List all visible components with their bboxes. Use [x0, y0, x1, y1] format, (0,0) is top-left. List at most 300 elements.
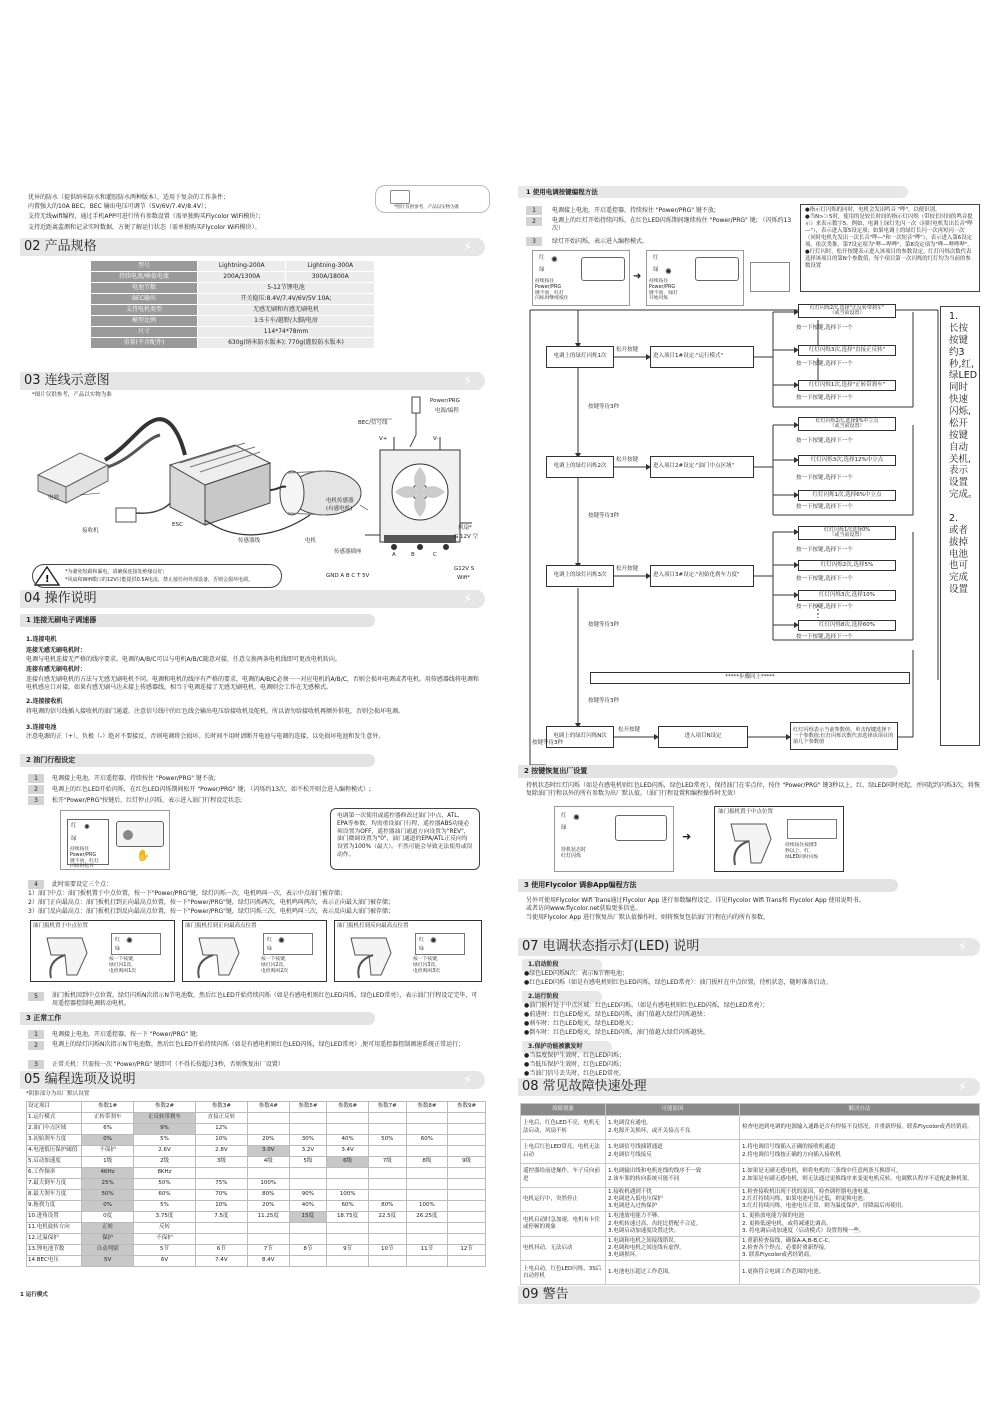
- setting-value: 80%: [368, 1201, 406, 1212]
- setting-value: [195, 1168, 247, 1179]
- setting-value: 60%: [327, 1201, 368, 1212]
- setting-value: [448, 1212, 486, 1223]
- setting-name: 13.锂电池节数: [27, 1245, 82, 1256]
- programming-title: 1 使用电调按键编程方法: [526, 188, 598, 196]
- wiring-note: *图片仅供参考，产品以实物为准: [32, 392, 112, 398]
- motor-sensor-label: 电机传感器: [326, 498, 354, 504]
- setting-value: 反转: [134, 1223, 196, 1234]
- setting-value: [406, 1190, 447, 1201]
- setting-value: [448, 1234, 486, 1245]
- subsection-app-title: 3 使用Flycolor 调参App编程方法: [524, 881, 637, 889]
- throttle-note-box: 电调第一次使用或遥控器修改过油门中点、ATL、EPA等参数，均需重设油门行程，遥控器ABS功能必须设置为OFF，遥控器油门通道方向设置为"REV"，油门微调设置为"0"，油门通道的EPA/ATL正反向均设置为100%（最大）。不然可能会导致无法使用或误动作。: [330, 808, 480, 870]
- esc-label: ESC: [172, 522, 183, 528]
- spec-head: BEC输出: [91, 294, 198, 305]
- setting-value: 15度: [289, 1212, 327, 1223]
- column-header: 故障现象: [521, 1104, 606, 1116]
- blink-icon: ✺: [573, 813, 580, 822]
- warning-box: [32, 564, 282, 588]
- green-led-label: 绿: [71, 836, 77, 842]
- wait-3s-label: 按键等待3秒: [532, 740, 563, 746]
- protection-label: 3.保护功能被激发时: [522, 1041, 612, 1053]
- prot-line-3: ●当油门信号丢失时，红色LED常亮。: [524, 1070, 625, 1077]
- solution-cell: 1.检查接收机出现干扰的原因，检查调控器电池电量。 2.红灯持续闪烁，如果电池电压过低，则更换电池。 3.红灯持续闪烁，电池电压正常，则为温度保护，待降温后再使用。: [740, 1188, 980, 1212]
- v-plus-label: V+: [379, 436, 388, 442]
- wait-3s-label: 按键等待3秒: [588, 622, 619, 628]
- throttle-device-illustration: [60, 810, 170, 870]
- hand-icon: ✋: [136, 849, 150, 862]
- setting-value: 4级: [248, 1157, 289, 1168]
- receiver-label: 接收机: [82, 528, 99, 534]
- press-next-label: 按一下按键,选择下一个: [796, 634, 853, 640]
- blink-icon: ✺: [551, 255, 558, 264]
- setting-value: 26.25度: [406, 1212, 447, 1223]
- product-photo-frame: [375, 185, 490, 213]
- spec-head: 尺寸: [91, 327, 198, 338]
- press-next-label: 按一下按键,选择下一个: [796, 361, 853, 367]
- setting-name: 5.启动加速度: [27, 1157, 82, 1168]
- setting-value: [327, 1234, 368, 1245]
- troubleshoot-table: [520, 1103, 980, 1285]
- red-led-label: 红: [115, 937, 121, 943]
- section-09-header: [518, 1286, 980, 1304]
- throttle-step-2: 电调上的红色LED开始闪烁，在红色LED闪烁期间松开 "Power/PRG" 键; （闪烁约13次，如不松开则会进入编程模式）;: [52, 786, 372, 793]
- esc-mini: [111, 933, 161, 955]
- setting-value: 6节: [195, 1245, 247, 1256]
- setting-value: [406, 1223, 447, 1234]
- sensored-heading: 连接有感无刷电机时：: [26, 666, 87, 673]
- table-row: [521, 1140, 980, 1164]
- red-led-label: 红: [539, 255, 545, 261]
- flow-option: 红灯闪烁2次,选择9%中立点 （或当前设置）: [798, 417, 896, 431]
- sensorless-heading: 连接无感无刷电机时：: [26, 647, 87, 654]
- esc-image: [750, 262, 790, 292]
- table-row: [91, 294, 375, 305]
- setting-value: 80%: [248, 1190, 289, 1201]
- setting-value: 50%: [134, 1179, 196, 1190]
- setting-value: 50%: [82, 1190, 134, 1201]
- setting-value: [289, 1223, 327, 1234]
- stick-box-title: 油门扳机置于中点位置: [33, 923, 89, 929]
- table-row: [521, 1188, 980, 1212]
- table-row: [27, 1201, 486, 1212]
- subsection-normal-title: 3 正常工作: [26, 1014, 62, 1022]
- flash-icon: ⚡: [958, 1080, 968, 1095]
- setting-value: [406, 1168, 447, 1179]
- flow-option: 红灯闪烁2次,选择5%: [798, 560, 896, 571]
- setting-value: 自动判别: [82, 1245, 134, 1256]
- esc-body: [581, 257, 625, 281]
- finish-instructions: 1. 长按 按键 约3 秒,红, 绿LED 同时 快速 闪烁, 松开 按键 自动 关机, 表示 设置 完成。 2. 或者 拔掉 电池 也可 完成 设置: [940, 306, 980, 746]
- setting-value: 0%: [82, 1201, 134, 1212]
- setting-value: 3.2V: [289, 1146, 327, 1157]
- setting-value: [448, 1168, 486, 1179]
- step-number: 2: [526, 217, 542, 226]
- bec-wire-label: BEC/信号线: [358, 420, 388, 426]
- setting-value: 不保护: [134, 1234, 196, 1245]
- setting-value: 20%: [248, 1135, 289, 1146]
- table-row: [91, 272, 375, 283]
- setting-value: [448, 1113, 486, 1124]
- section-05-title: 05 编程选项及说明: [24, 1072, 136, 1087]
- setting-value: [406, 1179, 447, 1190]
- symptom-cell: 上电后红色LED常亮，电机无法启动: [521, 1140, 606, 1164]
- symptom-cell: 电机启动时急加速，电机有卡住或停顿的现象: [521, 1212, 606, 1236]
- setting-value: [448, 1190, 486, 1201]
- setting-value: 2.6V: [134, 1146, 196, 1157]
- throttle-point-1: 1）油门中点：油门扳机置于中点位置，按一下"Power/PRG"键，绿灯闪烁一次，电机鸣叫一次，表示中点油门被存储；: [28, 890, 346, 897]
- spec-cell: 开关稳压:8.4V/7.4V/6V/5V 10A;: [198, 294, 375, 305]
- table-row: [521, 1261, 980, 1285]
- spec-cell: 5-12节锂电池: [198, 283, 375, 294]
- subsection-reset-header: [518, 765, 898, 778]
- setting-value: 25%: [82, 1179, 134, 1190]
- setting-value: [289, 1113, 327, 1124]
- setting-value: 3级: [195, 1157, 247, 1168]
- setting-name: 2.油门中点区域: [27, 1124, 82, 1135]
- setting-value: 9级: [448, 1157, 486, 1168]
- table-row: [27, 1223, 486, 1234]
- section-03-header: [20, 372, 485, 390]
- setting-value: 8KHz: [134, 1168, 196, 1179]
- solution-cell: 1.更换符合电调工作范围的电池。: [740, 1261, 980, 1285]
- section-04-header: [20, 590, 485, 608]
- esc-body: [695, 257, 739, 281]
- transmitter-icon: [721, 819, 781, 869]
- section-09-title: 09 警告: [522, 1287, 569, 1302]
- setting-name: 7.最大倒车力度: [27, 1179, 82, 1190]
- column-header: 参数2#: [134, 1102, 196, 1113]
- column-header: 参数4#: [248, 1102, 289, 1113]
- connect-bat-text: 注意电源的正（+），负极（-）绝对不要接反，否则电调将会损坏。长时间不用时请断开电池与电调的连接，以免损坏电池和发生意外。: [26, 733, 385, 740]
- setting-value: [368, 1146, 406, 1157]
- spec-cell: Lightning-200A: [198, 261, 286, 272]
- setting-value: 5%: [134, 1201, 196, 1212]
- section-07-header: [518, 938, 980, 956]
- setting-value: 7节: [248, 1245, 289, 1256]
- table-header-row: [521, 1104, 980, 1116]
- setting-value: 7.5度: [195, 1212, 247, 1223]
- esc-mini: [263, 933, 313, 955]
- setting-value: [195, 1223, 247, 1234]
- table-row: [27, 1168, 486, 1179]
- section-04-title: 04 操作说明: [24, 591, 97, 606]
- column-header: 参数3#: [195, 1102, 247, 1113]
- table-row: [27, 1135, 486, 1146]
- section-08-title: 08 常见故障快速处理: [522, 1079, 647, 1094]
- setting-value: [327, 1179, 368, 1190]
- flow-repeat: *****步骤同上*****: [590, 672, 910, 684]
- sensor-port-label: 传感器插座: [334, 549, 362, 555]
- motor-sensor-sub-label: (有感电机): [326, 506, 353, 512]
- press-next-label: 按一下按键,选择下一个: [796, 438, 853, 444]
- symptom-cell: 上电启动，红色LED闪烁，3S后自动停机: [521, 1261, 606, 1285]
- release-label: 松开按键: [616, 347, 639, 353]
- step-number: 5: [28, 992, 44, 1001]
- connect-motor-heading: 1.连接电机: [26, 636, 57, 643]
- setting-value: 直接正反转: [195, 1113, 247, 1124]
- red-led-label: 红: [561, 813, 567, 819]
- spec-cell: 1:5卡车/越野/大脚/电房: [198, 316, 375, 327]
- spec-head: 型号: [91, 261, 198, 272]
- setting-value: 0%: [82, 1135, 134, 1146]
- wait-3s-label: 按键等待3秒: [588, 513, 619, 519]
- red-led-label: 红: [267, 937, 273, 943]
- setting-name: 11.电机旋转方向: [27, 1223, 82, 1234]
- step-number: 2: [28, 1041, 44, 1050]
- connect-rx-text: 将电调的信号线插入接收机的油门通道。注意信号线中的红色线会输出电压给接收机及舵机，所以请勿给接收机再额外供电，否则会损坏电调。: [26, 708, 405, 715]
- pin-b-label: B: [411, 552, 415, 558]
- subsection-app-header: [518, 879, 898, 892]
- press-next-label: 按一下按键,选择下一个: [796, 475, 853, 481]
- setting-value: [448, 1256, 486, 1267]
- table-row: [27, 1124, 486, 1135]
- blink-icon: ✺: [665, 267, 672, 276]
- setting-value: [327, 1168, 368, 1179]
- step-number: 4: [28, 880, 44, 889]
- setting-value: 2级: [134, 1157, 196, 1168]
- setting-value: [248, 1113, 289, 1124]
- setting-value: 0度: [82, 1212, 134, 1223]
- setting-value: [289, 1234, 327, 1245]
- release-label: 松开按键: [616, 566, 639, 572]
- subsection-connect-title: 1 连接无刷电子调速器: [26, 616, 97, 624]
- power-button-icon: [123, 830, 133, 840]
- motor-label: 电机: [305, 538, 317, 544]
- prog-device-1: [532, 250, 630, 306]
- setting-value: 3.4V: [327, 1146, 368, 1157]
- setting-value: 9节: [327, 1245, 368, 1256]
- setting-value: [248, 1168, 289, 1179]
- setting-name: 12.过温保护: [27, 1234, 82, 1245]
- throttle-point-2: 2）油门正向最高点：油门扳机打到正向最高点位置，按一下"Power/PRG"键，绿灯闪烁两次，电机鸣叫两次，表示正向最大油门被存储；: [28, 899, 394, 906]
- setting-value: 不保护: [82, 1146, 134, 1157]
- setting-value: [327, 1256, 368, 1267]
- setting-value: 100%: [406, 1201, 447, 1212]
- intro-bullet-2: 内置强大的10A BEC，BEC 输出电压可调节（5V/6V/7.4V/8.4V）；: [28, 203, 210, 210]
- press-next-label: 按一下按键,选择下一个: [796, 325, 853, 331]
- table-row: [27, 1113, 486, 1124]
- table-row: [27, 1245, 486, 1256]
- bottom-cut-text: 1 运行模式: [20, 1292, 48, 1298]
- column-header: 设定项目: [27, 1102, 82, 1113]
- solution-cell: 1.将电调信号线插入正确的接收机通道 2.将电调信号线按正确的方向插入接收机: [740, 1140, 980, 1164]
- solution-cell: 1.如果是无刷无感电机，则将电机的三条线中任意两条互换即可。 2.如果是有刷无感电机，则无法通过更换线序来变更电机反转，电调默认程序不适配此种机架。: [740, 1164, 980, 1188]
- run-line-3: ●刹车时：红色LED熄灭，绿色LED熄灭；: [524, 1020, 637, 1027]
- flow-option: 红灯闪烁8次,选择60%: [798, 620, 896, 631]
- step-number: 1: [526, 206, 542, 215]
- esc-mini: [415, 933, 465, 955]
- red-led-label: 红: [71, 823, 77, 829]
- setting-value: [248, 1124, 289, 1135]
- spec-cell: 300A/1800A: [286, 272, 375, 283]
- setting-value: [406, 1124, 447, 1135]
- flow-option: 红灯闪烁2次,选择"正反转带刹车" （或当前设置）: [798, 304, 896, 318]
- flow-item-n: 进入项目N设定: [658, 726, 748, 748]
- setting-value: [368, 1256, 406, 1267]
- table-row: [91, 283, 375, 294]
- stick-caption: 按一下按键， 绿灯闪2次， 电机鸣叫2次: [261, 957, 290, 974]
- setting-name: 1.运行模式: [27, 1113, 82, 1124]
- prot-line-2: ●当低压保护生效时，红色LED闪烁；: [524, 1061, 625, 1068]
- setting-value: 2.8V: [195, 1146, 247, 1157]
- table-row: [27, 1146, 486, 1157]
- setting-value: 3.75度: [134, 1212, 196, 1223]
- setting-value: 6级: [327, 1157, 368, 1168]
- table-row: [91, 305, 375, 316]
- stick-caption: 按一下按键， 绿灯闪3次， 电机鸣叫3次: [413, 957, 442, 974]
- setting-value: 5级: [289, 1157, 327, 1168]
- pin-c-label: C: [433, 552, 437, 558]
- setting-value: [368, 1113, 406, 1124]
- setting-value: [448, 1146, 486, 1157]
- stick-box-reverse: [334, 920, 482, 982]
- setting-value: 22.5度: [368, 1212, 406, 1223]
- sensored-text: 连接有感无刷电机的方法与无感无刷电机不同。电调和电机的线序有严格的要求，电调的A/B/C必须一一对应电机的A/B/C，否则会损坏电调或者电机。用传感器线将电调和电机感应口对接，如果有感无刷马达未接上传感器线，相当于电调连接了无感无刷电机，电调则会工作在无感模式。: [26, 676, 479, 692]
- intro-bullet-3: 支持无线wifi编程，通过手机APP可进行所有参数设置（需单独购买Flycolor WiFi模块）；: [28, 213, 265, 220]
- photo-note: *图片仅供参考，产品以实物为准: [394, 205, 460, 210]
- setting-value: 10%: [195, 1201, 247, 1212]
- transmitter-icon: [189, 933, 249, 981]
- step-number: 1: [28, 774, 44, 783]
- arrow-right-icon: ➜: [682, 830, 692, 843]
- setting-value: [368, 1124, 406, 1135]
- flow-item-2: 进入项目2#设定:"油门中点区域": [650, 456, 754, 478]
- sensor-wire-label: 传感器线: [238, 538, 261, 544]
- solution-cell: 1.重新检查接线，确保A-A,B-B,C-C。 2.检查各个焊点，必要时重新焊接。 3. 联系Flycolor或者经销商。: [740, 1236, 980, 1260]
- setting-name: 9.拖刹力度: [27, 1201, 82, 1212]
- section-05-header: [20, 1071, 485, 1089]
- setting-value: 5%: [134, 1135, 196, 1146]
- green-led-label: 绿: [539, 267, 545, 273]
- setting-value: [327, 1223, 368, 1234]
- cause-cell: 1.电池电压超过工作范围。: [606, 1261, 740, 1285]
- step-number: 3: [526, 237, 542, 246]
- receiver-shape: [116, 508, 136, 522]
- release-label: 松开按键: [618, 727, 641, 733]
- esc-shape: [170, 443, 270, 525]
- section-08-header: [518, 1078, 980, 1096]
- prog-device-2: [646, 250, 744, 306]
- spec-table: [90, 260, 375, 349]
- flash-icon: ⚡: [463, 592, 473, 607]
- column-header: 参数1#: [82, 1102, 134, 1113]
- solution-cell: 1. 更换放电能力强的电池 2. 更换低速电机，或将减速比调高。 3. 将电调启动加速度（启动模式）设置得慢一些。: [740, 1212, 980, 1236]
- programming-flowchart: [518, 300, 980, 780]
- connect-rx-heading: 2.连接接收机: [26, 698, 63, 705]
- throttle-point-3: 3）油门反向最高点：油门扳机打到反向最高点位置，按一下"Power/PRG"键，绿灯闪烁三次，电机鸣叫三次，表示反向最大油门被存储；: [28, 908, 394, 915]
- flow-option: 红灯闪烁3次,选择10%: [798, 590, 896, 601]
- column-header: 参数5#: [289, 1102, 327, 1113]
- green-led-label: 绿: [653, 267, 659, 273]
- setting-value: 正转: [82, 1223, 134, 1234]
- setting-value: [448, 1179, 486, 1190]
- led-panel: [67, 819, 109, 870]
- setting-value: [289, 1124, 327, 1135]
- setting-value: 11节: [406, 1245, 447, 1256]
- subsection-throttle-title: 2 油门行程设定: [26, 756, 76, 764]
- red-led-label: 红: [419, 937, 425, 943]
- setting-value: [248, 1223, 289, 1234]
- setting-value: 20%: [248, 1201, 289, 1212]
- setting-value: 保护: [82, 1234, 134, 1245]
- transmitter-icon: [341, 933, 401, 981]
- program-step-2: 电调上的红灯开始持续闪烁，在红色LED闪烁期间继续按住 "Power/PRG" 键; （闪烁约13次）: [552, 217, 792, 233]
- press-next-label: 按一下按键,选择下一个: [796, 395, 853, 401]
- setting-name: 14.BEC电压: [27, 1256, 82, 1267]
- run-line-2: ●前进时：红色LED熄灭，绿色LED闪烁，油门值越大绿灯闪烁越快；: [524, 1011, 709, 1018]
- release-label: 松开按键: [616, 457, 639, 463]
- setting-value: 5V: [82, 1256, 134, 1267]
- setting-value: 10节: [368, 1245, 406, 1256]
- symptom-cell: 上电后，红色LED不亮，电机无法启动，风扇不转: [521, 1116, 606, 1140]
- table-row: [521, 1116, 980, 1140]
- section-02-title: 02 产品规格: [24, 239, 97, 254]
- intro-bullet-4: 支持近距离监测和记录实时数据，方便了解运行状态（需单独购买Flycolor WiFi模块）。: [28, 224, 261, 231]
- table-row: [27, 1190, 486, 1201]
- setting-value: [368, 1234, 406, 1245]
- flash-icon: ⚡: [463, 240, 473, 255]
- spec-head: 支持电机类型: [91, 305, 198, 316]
- normal-step-1: 电调接上电池，开启遥控器，按一下 "Power/PRG" 键;: [52, 1031, 198, 1038]
- reset-stick-box: [714, 806, 844, 872]
- flow-option: 红灯闪烁3次,选择"直接正反转": [798, 345, 896, 356]
- stick-box-title: 油门扳机置于中点位置: [718, 809, 774, 815]
- stick-caption: 持续按住按键3 秒以上，红、 绿LED同时闪烁: [785, 843, 819, 860]
- spec-head: 重量(不含配件): [91, 338, 198, 349]
- setting-name: 6.工作频率: [27, 1168, 82, 1179]
- setting-value: [406, 1234, 447, 1245]
- spec-head: 电池节数: [91, 283, 198, 294]
- program-step-3: 绿灯开始闪烁，表示进入编程模式。: [552, 238, 649, 245]
- esc-mini: [787, 819, 837, 839]
- default-note: *阴影部分为出厂默认设置: [26, 1091, 90, 1097]
- setting-value: [289, 1168, 327, 1179]
- cause-cell: 1.接收机遇到干扰 2.电调进入低电压保护 3.电调进入过热保护: [606, 1188, 740, 1212]
- setting-value: 5节: [134, 1245, 196, 1256]
- setting-value: 12节: [448, 1245, 486, 1256]
- setting-value: 8节: [289, 1245, 327, 1256]
- warning-line-2: *风扇和Wifi模口的12V只能提供0.5A电流，禁止接任何外部设备，否则会损坏电调。: [65, 577, 254, 583]
- wait-3s-label: 按键等待3秒: [588, 698, 619, 704]
- setting-value: 12%: [195, 1124, 247, 1135]
- column-header: 参数8#: [406, 1102, 447, 1113]
- prot-line-1: ●当温度保护生效时，红色LED闪烁；: [524, 1052, 625, 1059]
- flow-option-n: 红灯闪烁表示当前参数值，单击按键选择下一个参数值;红灯闪烁次数代表选择该项目的第几个参数值: [790, 722, 898, 750]
- spec-head: 持续电流/峰值电流: [91, 272, 198, 283]
- press-next-label: 按一下按键,选择下一个: [796, 504, 853, 510]
- setting-value: [368, 1223, 406, 1234]
- sensorless-text: 电调与电机连接无严格的线序要求。电调的A/B/C可以与电机A/B/C随意对接，任意交换两条电机线即可更改电机转向。: [26, 656, 341, 663]
- stick-box-forward: [182, 920, 327, 982]
- subsection-reset-title: 2 按键恢复出厂设置: [524, 767, 588, 775]
- warning-line-1: *为避免短路和漏电，请确保连接处绝缘良好;: [65, 569, 165, 575]
- flash-icon: ⚡: [463, 1073, 473, 1088]
- blink-icon: ✺: [278, 936, 285, 945]
- program-step-1: 电调接上电池，开启遥控器，持续按住 "Power/PRG" 键不放;: [552, 207, 716, 214]
- wait-3s-label: 按键等待3秒: [588, 404, 619, 410]
- setting-value: [448, 1124, 486, 1135]
- throttle-step-5: 油门扳机回到中点位置，绿灯闪烁N次指示N节电池数，然后红色LED开始持续闪烁（如是有感电机则红色LED闪烁，绿色LED常亮），表示油门行程设定完毕，可用遥控器控制电调转动电机。: [52, 992, 478, 1008]
- table-row: [521, 1212, 980, 1236]
- setting-value: [406, 1113, 447, 1124]
- symptom-cell: 遥控器给前进操作，车子反向前进: [521, 1164, 606, 1188]
- symptom-cell: 电机抖动，无法启动: [521, 1236, 606, 1260]
- setting-value: [327, 1124, 368, 1135]
- device-caption: 待机状态时 红灯闪烁: [561, 847, 587, 859]
- esc-image: [390, 190, 410, 204]
- stick-box-title: 油门扳机打到反向最高点位置: [337, 923, 409, 929]
- setting-value: [289, 1256, 327, 1267]
